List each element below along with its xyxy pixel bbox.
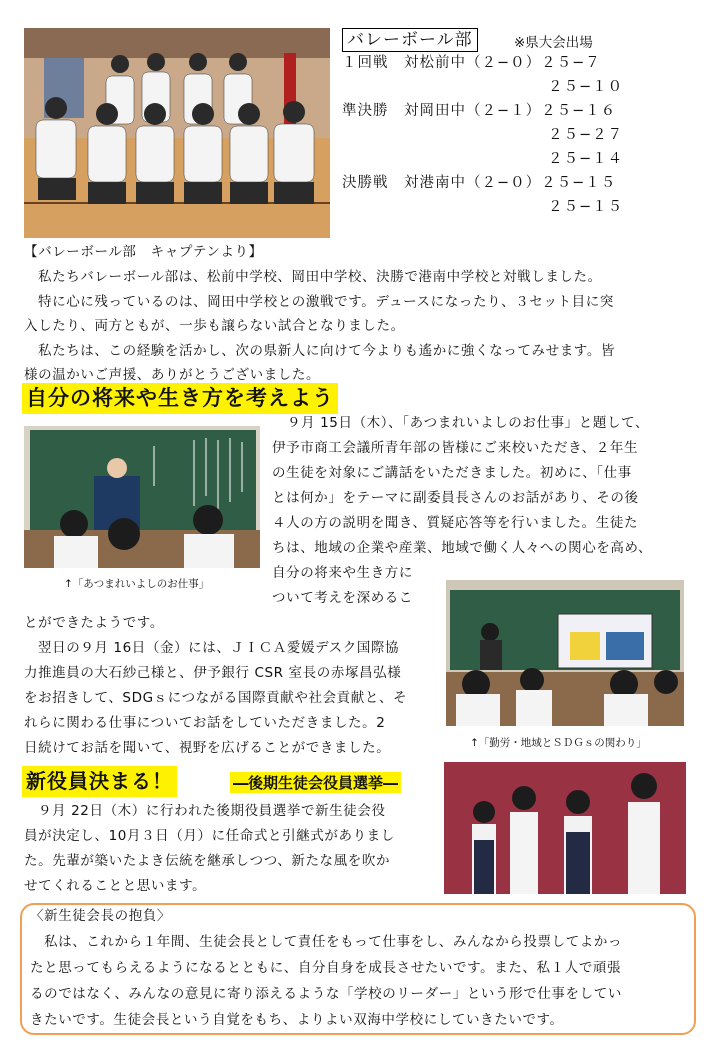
photo-caption: ↑「あつまれいよしのお仕事」 — [64, 578, 210, 590]
volleyball-team-photo — [24, 28, 330, 238]
pledge-text-line: きたいです。生徒会長という自覚をもち、よりよい双海中学校にしていきたいです。 — [30, 1012, 564, 1028]
result-line: １回戦 対松前中（２−０）２５−７ — [342, 55, 601, 71]
career-text-line: 日続けてお話を聞いて、視野を広げることができました。 — [24, 740, 391, 756]
career-text-line: 自分の将来や生き方に — [272, 565, 413, 581]
captain-text-line: 私たちは、この経験を活かし、次の県新人に向けて今よりも遙かに強くなってみせます。皆 — [38, 343, 616, 359]
result-line: ２５−１５ — [548, 199, 624, 215]
career-heading: 自分の将来や生き方を考えよう — [22, 383, 338, 414]
result-line: ２５−２７ — [548, 127, 624, 143]
prefectural-note: ※県大会出場 — [514, 35, 593, 51]
council-officers-photo — [444, 762, 686, 894]
result-line: 決勝戦 対港南中（２−０）２５−１５ — [342, 175, 617, 191]
career-text-line: 伊予市商工会議所青年部の皆様にご来校いただき、２年生 — [272, 440, 639, 456]
result-line: ２５−１４ — [548, 151, 624, 167]
career-text-line: の生徒を対象にご講話をいただきました。初めに、「仕事 — [272, 465, 632, 481]
career-text-line: 力推進員の大石紗己様と、伊予銀行 CSR 室長の赤塚昌弘様 — [24, 665, 402, 681]
captain-text-line: 入したり、両方ともが、一歩も譲らない試合となりました。 — [24, 318, 405, 334]
council-text-line: せてくれることと思います。 — [24, 878, 207, 894]
career-text-line: ついて考えを深めるこ — [272, 590, 413, 606]
council-text-line: た。先輩が築いたよき伝統を継承しつつ、新たな風を吹か — [24, 853, 391, 869]
council-text-line: 員が決定し、10月３日（月）に任命式と引継式がありまし — [24, 828, 395, 844]
career-text-line: ちは、地域の企業や産業、地域で働く人々への関心を高め、 — [272, 540, 653, 556]
career-text-line: ４人の方の説明を聞き、質疑応答等を行いました。生徒た — [272, 515, 639, 531]
council-text-line: ９月 22日（木）に行われた後期役員選挙で新生徒会役 — [38, 803, 386, 819]
career-text-line: ９月 15日（木）、「あつまれいよしのお仕事」と題して、 — [287, 415, 649, 431]
volleyball-title: バレーボール部 — [342, 28, 478, 52]
career-text-line: 翌日の９月 16日（金）には、ＪＩＣＡ愛媛デスク国際協 — [38, 640, 400, 656]
sdgs-talk-photo — [446, 580, 684, 726]
result-line: ２５−１０ — [548, 79, 624, 95]
pledge-text-line: るのではなく、みんなの意見に寄り添えるような「学校のリーダー」という形で仕事をしてい — [30, 986, 622, 1002]
council-heading: 新役員決まる！ — [22, 766, 177, 797]
captain-text-line: 私たちバレーボール部は、松前中学校、岡田中学校、決勝で港南中学校と対戦しました。 — [38, 269, 602, 285]
career-talk-photo — [24, 426, 260, 568]
result-line: 準決勝 対岡田中（２−１）２５−１６ — [342, 103, 617, 119]
captain-text-line: 特に心に残っているのは、岡田中学校との激戦です。デュースになったり、３セット目に突 — [38, 294, 614, 310]
career-text-line: とは何か」をテーマに副委員長さんのお話があり、その後 — [272, 490, 639, 506]
captain-text-line: 様の温かいご声援、ありがとうございました。 — [24, 367, 321, 383]
career-text-line: とができたようです。 — [24, 615, 164, 631]
pledge-text-line: 私は、これから１年間、生徒会長として責任をもって仕事をし、みんなから投票してよかっ — [44, 934, 623, 950]
captain-heading: 【バレーボール部 キャプテンより】 — [24, 244, 263, 260]
pledge-heading: 〈新生徒会長の抱負〉 — [30, 908, 171, 924]
career-text-line: をお招きして、SDGｓにつながる国際貢献や社会貢献と、そ — [24, 690, 408, 706]
council-subheading: ―後期生徒会役員選挙― — [230, 772, 401, 793]
pledge-text-line: たと思ってもらえるようになるとともに、自分自身を成長させたいです。また、私１人で頑張 — [30, 960, 622, 976]
photo-caption: ↑「勤労・地域とＳＤＧｓの関わり」 — [470, 737, 647, 749]
career-text-line: れらに関わる仕事についてお話をしていただきました。2 — [24, 715, 386, 731]
